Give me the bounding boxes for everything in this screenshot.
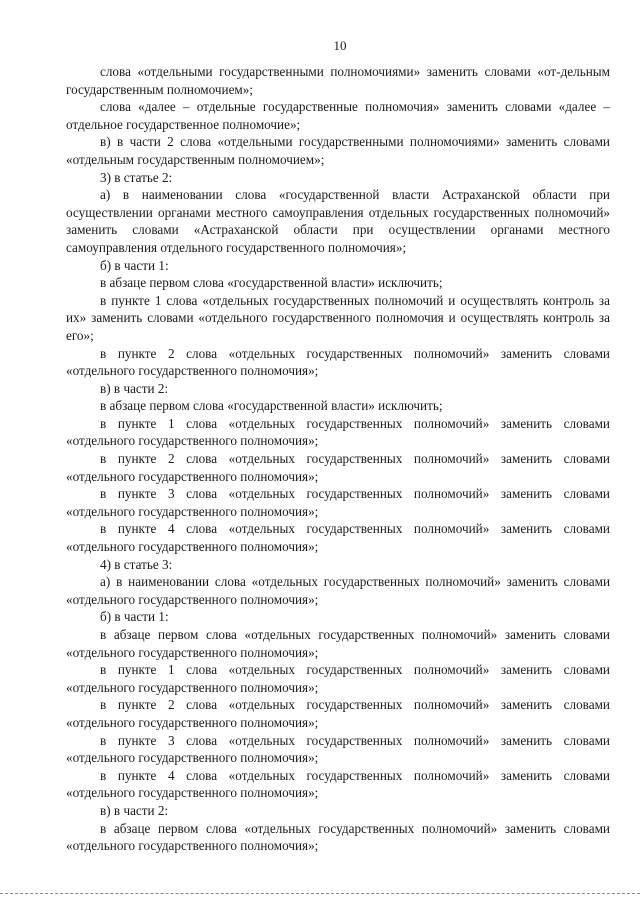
paragraph: в) в части 2: (100, 802, 169, 818)
paragraph: в пункте 1 слова «отдельных государственных полномочий» заменить словами «отдельного государственного полномочия»; (66, 415, 610, 449)
paragraph: в пункте 4 слова «отдельных государственных полномочий» заменить словами «отдельного государственного полномочия»; (66, 767, 610, 801)
paragraph: в абзаце первом слова «государственной власти» исключить; (100, 275, 443, 291)
paragraph: в пункте 1 слова «отдельных государственных полномочий» заменить словами «отдельного государственного полномочия»; (66, 662, 610, 695)
paragraph: 3) в статье 2: (100, 169, 173, 185)
page-number: 10 (333, 38, 347, 53)
page-bottom-divider (0, 893, 640, 894)
paragraph: слова «отдельными государственными полномочиями» заменить словами «от-дельным государственным полномочием»; (66, 64, 610, 97)
paragraph: в пункте 2 слова «отдельных государственных полномочий» заменить словами «отдельного государственного полномочия»; (66, 697, 610, 730)
paragraph: в абзаце первом слова «отдельных государственных полномочий» заменить словами «отдельного государственного полномочия»; (66, 627, 610, 660)
paragraph: в пункте 3 слова «отдельных государственных полномочий» заменить словами «отдельного государственного полномочия»; (66, 732, 610, 766)
paragraph: в пункте 1 слова «отдельных государственных полномочий и осуществлять контроль за их» заменить словами «отдельного государственного полномочия и осуществлять контроль за его»; (66, 292, 610, 343)
paragraph: а) в наименовании слова «государственной власти Астраханской области при осуществлении органами местного самоуправления отдельных государственных полномочий» заменить словами «Астраханской области при осуществлении органами местного самоуправления отдельного государственного полномочия»; (66, 187, 610, 255)
paragraph: в пункте 2 слова «отдельных государственных полномочий» заменить словами «отдельного государственного полномочия»; (66, 451, 610, 484)
paragraph: в) в части 2 слова «отдельными государственными полномочиями» заменить словами «отдельным государственным полномочием»; (66, 134, 610, 167)
paragraph: б) в части 1: (100, 257, 169, 273)
document-body (66, 63, 610, 855)
paragraph: а) в наименовании слова «отдельных государственных полномочий» заменить словами «отдельного государственного полномочия»; (66, 574, 610, 607)
paragraph: в пункте 3 слова «отдельных государственных полномочий» заменить словами «отдельного государственного полномочия»; (66, 486, 610, 519)
paragraph: 4) в статье 3: (100, 556, 173, 572)
paragraph: слова «далее – отдельные государственные полномочия» заменить словами «далее – отдельное государственное полномочие»; (66, 99, 610, 132)
paragraph: в) в части 2: (100, 380, 169, 396)
paragraph: в пункте 2 слова «отдельных государственных полномочий» заменить словами «отдельного государственного полномочия»; (66, 345, 610, 379)
paragraph: в абзаце первом слова «отдельных государственных полномочий» заменить словами «отдельного государственного полномочия»; (66, 820, 610, 854)
paragraph: б) в части 1: (100, 609, 169, 625)
paragraph: в пункте 4 слова «отдельных государственных полномочий» заменить словами «отдельного государственного полномочия»; (66, 521, 610, 555)
paragraph: в абзаце первом слова «государственной власти» исключить; (100, 398, 443, 414)
